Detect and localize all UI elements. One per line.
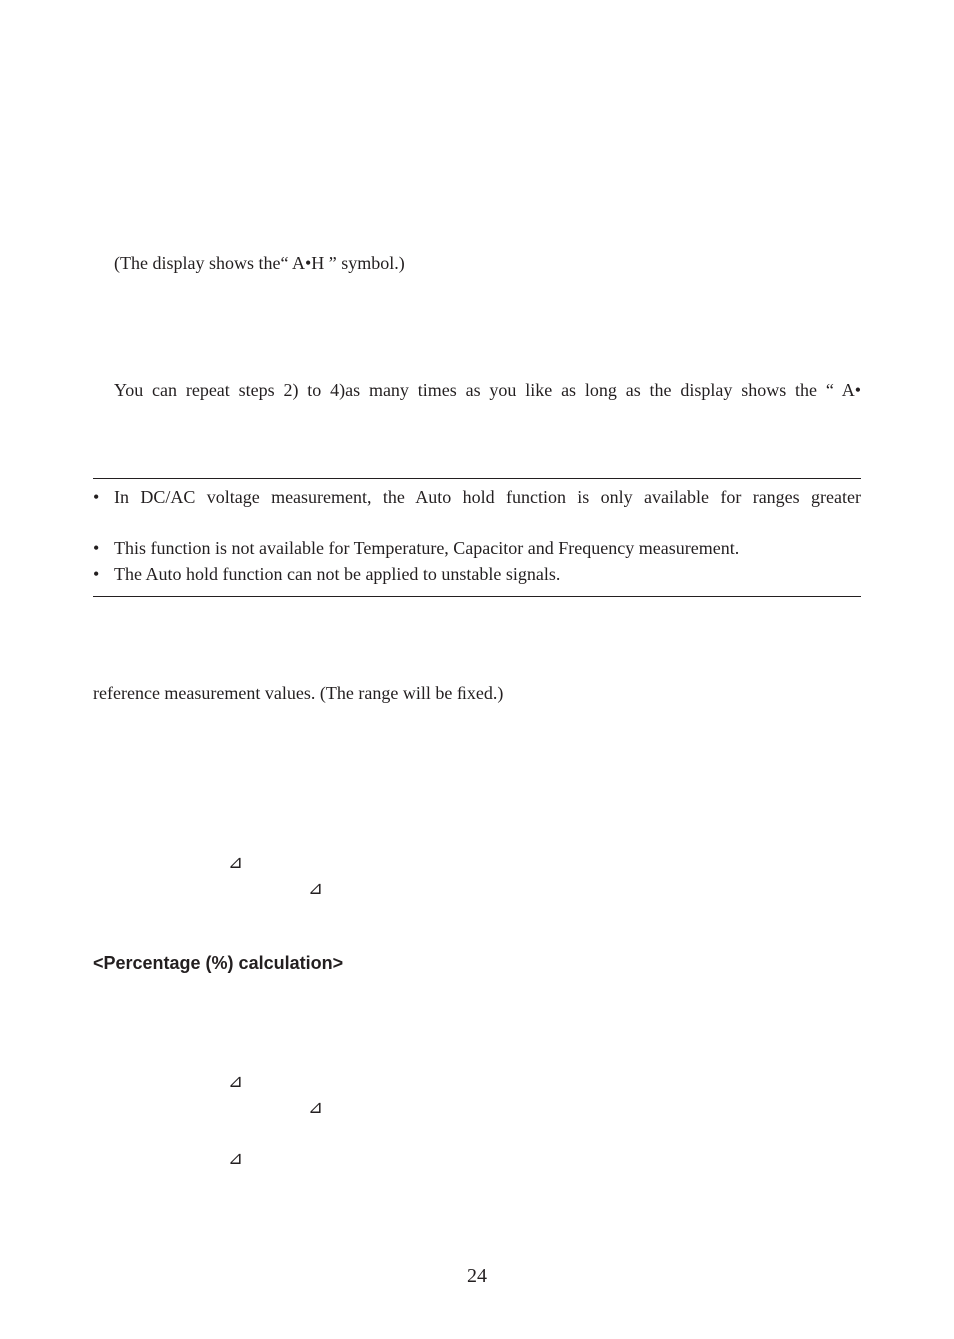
- delta-symbol-2: ⊿: [308, 878, 324, 899]
- display-note-text: (The display shows the“ A•H ” symbol.): [114, 253, 405, 273]
- note-item-unstable-signals: The Auto hold function can not be applied to unstable signals.: [114, 564, 561, 584]
- delta-symbol-3: ⊿: [228, 1071, 244, 1092]
- delta-symbol-4: ⊿: [308, 1097, 324, 1118]
- note-item-voltage: In DC/AC voltage measurement, the Auto hold function is only available for ranges greater: [114, 487, 861, 507]
- delta-symbol-5: ⊿: [228, 1148, 244, 1169]
- bullet-1: •: [93, 487, 100, 507]
- note-item-unavailable-functions: This function is not available for Temperature, Capacitor and Frequency measurement.: [114, 538, 740, 558]
- delta-symbol-1: ⊿: [228, 852, 244, 873]
- notes-bottom-rule: [93, 596, 861, 597]
- reference-values-text: reference measurement values. (The range will be ﬁxed.): [93, 683, 504, 703]
- page-number: 24: [467, 1265, 487, 1287]
- bullet-3: •: [93, 564, 100, 584]
- bullet-2: •: [93, 538, 100, 558]
- notes-top-rule: [93, 478, 861, 479]
- percentage-calculation-heading: <Percentage (%) calculation>: [93, 953, 344, 973]
- repeat-steps-text: You can repeat steps 2) to 4)as many times as you like as long as the display shows the “ A•: [114, 380, 861, 400]
